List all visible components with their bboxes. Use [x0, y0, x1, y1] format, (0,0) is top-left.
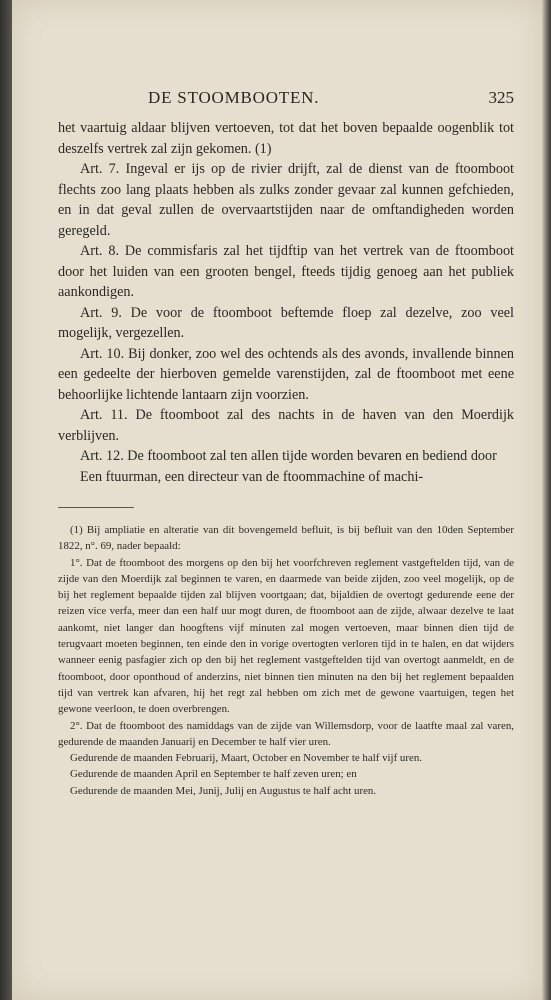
footnote-divider [58, 507, 134, 508]
page-edge [542, 0, 551, 1000]
body-text [58, 118, 514, 487]
footnote-paragraph: Gedurende de maanden Mei, Junij, Julij en Augustus te half acht uren. [70, 784, 377, 797]
article-10: Art. 10. Bij donker, zoo wel des ochtends als des avonds, invallende binnen een gedeelte der hierboven gemelde varenstijden, zal de ftoomboot met eene behoorlijke lichtende lantaarn zijn voorzien. [58, 345, 514, 403]
article-8: Art. 8. De commisfaris zal het tijdftip van het vertrek van de ftoomboot door het luiden van een grooten bengel, fteeds tijdig genoeg aan het publiek aankondigen. [58, 243, 514, 300]
body-paragraph: het vaartuig aldaar blijven vertoeven, tot dat het boven bepaalde oogenblik tot deszelfs vertrek zal zijn gekomen. (1) [58, 120, 514, 157]
running-title: DE STOOMBOOTEN. [148, 88, 320, 107]
body-paragraph: Een ftuurman, een directeur van de ftoommachine of machi- [80, 468, 424, 485]
footnote-paragraph: 2°. Dat de ftoomboot des namiddags van de zijde van Willemsdorp, voor de laatfte maal zal varen, gedurende de maanden Januarij en December te half vier uren. [58, 719, 514, 748]
footnote-paragraph: Gedurende de maanden April en September te half zeven uren; en [70, 768, 357, 781]
footnote [58, 522, 514, 799]
article-9: Art. 9. De voor de ftoomboot beftemde floep zal dezelve, zoo veel mogelijk, vergezellen. [58, 304, 514, 341]
page-header [58, 86, 514, 110]
article-11: Art. 11. De ftoomboot zal des nachts in de haven van den Moerdijk verblijven. [58, 407, 514, 444]
book-gutter-shadow [0, 0, 12, 1000]
article-7: Art. 7. Ingeval er ijs op de rivier drijft, zal de dienst van de ftoomboot flechts zoo lang plaats hebben als zulks zonder gevaar zal kunnen gefchieden, en in dat geval zullen de overvaartstijden naar de omftandigheden worden geregeld. [58, 161, 514, 239]
footnote-paragraph: (1) Bij ampliatie en alteratie van dit bovengemeld befluit, is bij befluit van den 10den September 1822, n°. 69, nader bepaald: [58, 524, 514, 553]
footnote-paragraph: 1°. Dat de ftoomboot des morgens op den bij het voorfchreven reglement vastgeftelden tijd, van de zijde van den Moerdijk zal beginnen te varen, en daarmede van beide zijden, zoo veel mogelijk, op de bij het reglement bepaalde tijden zal blijven voortgaan; dat, bijaldien de overtogt gedurende eene der reizen vice verfa, meer dan een half uur mogt duren, de ftoomboot aan de zijde, alwaar dezelve te laat aankomt, niet langer dan hoogftens vijf minuten zal mogen vertoeven, maar binnen dien tijd de terugvaart moeten beginnen, ten einde den in vorige overtogten verloren tijd in te halen, en dat wijders wanneer eenig pasfagier zich op den bij het reglement vastgeftelden tijd van overtogt aanmeldt, en de ftoomboot, door oponthoud of anderzins, niet binnen tien minuten na den bij het reglement bepaalden tijd van vertrek kan afvaren, hij het regt zal hebben om zich met de gewone vaartuigen, tegen het gewone veerloon, te doen overbrengen. [58, 556, 514, 716]
footnote-paragraph: Gedurende de maanden Februarij, Maart, October en November te half vijf uren. [70, 752, 422, 765]
article-12: Art. 12. De ftoomboot zal ten allen tijde worden bevaren en bediend door [80, 448, 497, 464]
page-number: 325 [488, 88, 514, 107]
